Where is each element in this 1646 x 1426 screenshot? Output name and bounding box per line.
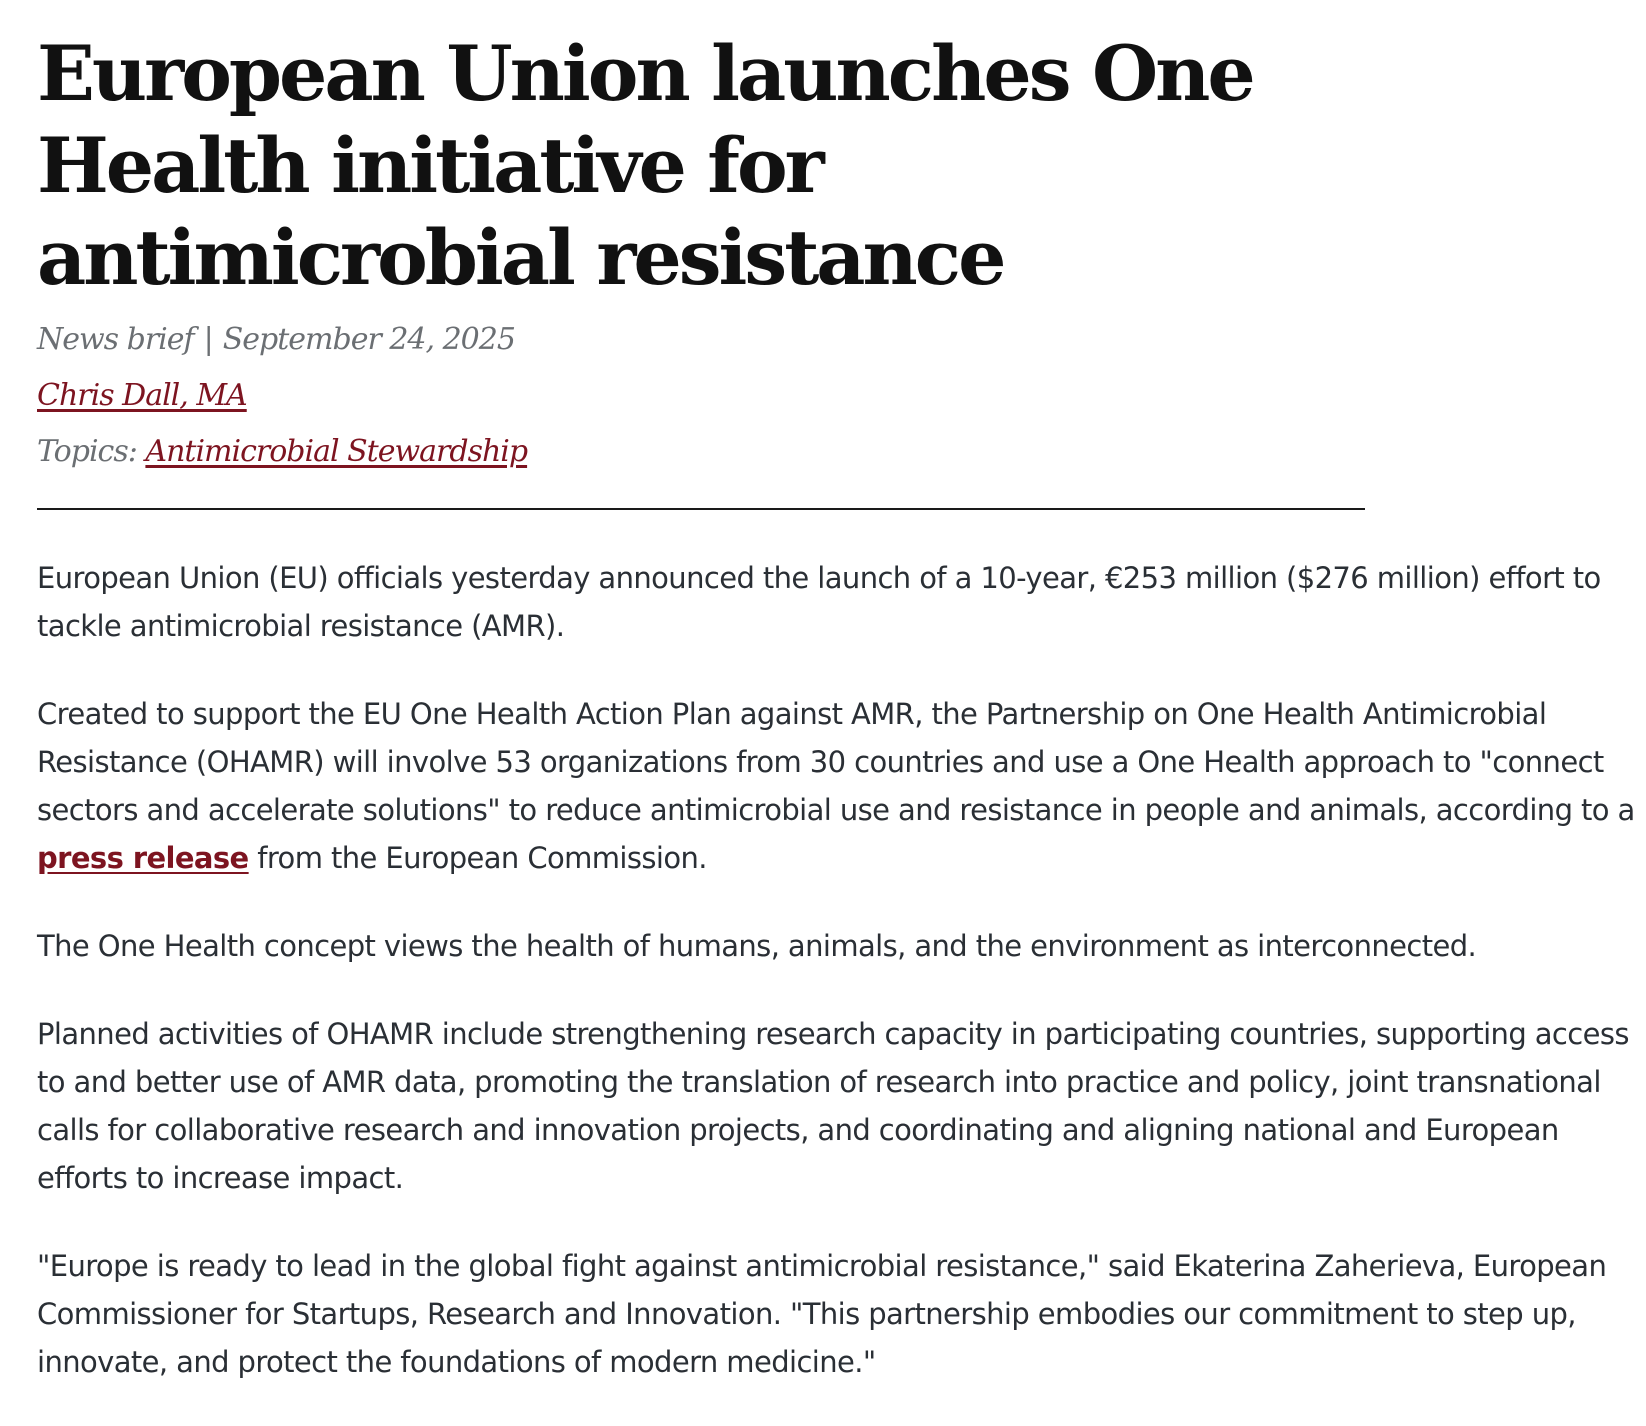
paragraph-2: [37, 690, 1637, 882]
meta-separator: |: [203, 322, 213, 357]
paragraph-2-before: Created to support the EU One Health Action Plan against AMR, the Partnership on One Health Antimicrobial Resistance (OHAMR) will involve 53 organizations from 30 countries and use a One Health approach to "connect sectors and accelerate solutions" to reduce antimicrobial use and resistance in people and animals, according to a: [37, 697, 1635, 827]
article-meta: [37, 320, 1637, 360]
topics: [37, 432, 1637, 472]
article-date: September 24, 2025: [222, 322, 515, 357]
paragraph-2-after: from the European Commission.: [248, 841, 707, 875]
article-body: [37, 554, 1637, 1386]
article: [37, 28, 1637, 1426]
paragraph-5: "Europe is ready to lead in the global fight against antimicrobial resistance," said Ekaterina Zaherieva, European Commissioner for Startups, Research and Innovation. "This partnership embodies our commitment to step up, innovate, and protect the foundations of modern medicine.": [37, 1249, 1607, 1379]
topic-link[interactable]: Antimicrobial Stewardship: [145, 434, 528, 469]
paragraph-4: Planned activities of OHAMR include strengthening research capacity in participating countries, supporting access to and better use of AMR data, promoting the translation of research into practice and policy, joint transnational calls for collaborative research and innovation projects, and coordinating and aligning national and European efforts to increase impact.: [37, 1017, 1629, 1195]
paragraph-1: European Union (EU) officials yesterday announced the launch of a 10-year, €253 million ($276 million) effort to tackle antimicrobial resistance (AMR).: [37, 561, 1601, 643]
byline: [37, 376, 1637, 416]
topics-label: Topics:: [37, 434, 137, 469]
article-type: News brief: [37, 322, 194, 357]
divider: [37, 508, 1365, 510]
press-release-link[interactable]: press release: [37, 841, 249, 875]
author-link[interactable]: Chris Dall, MA: [37, 378, 247, 413]
article-headline: European Union launches One Health initiative for antimicrobial resistance: [37, 29, 1253, 302]
paragraph-3: The One Health concept views the health of humans, animals, and the environment as interconnected.: [37, 929, 1477, 963]
